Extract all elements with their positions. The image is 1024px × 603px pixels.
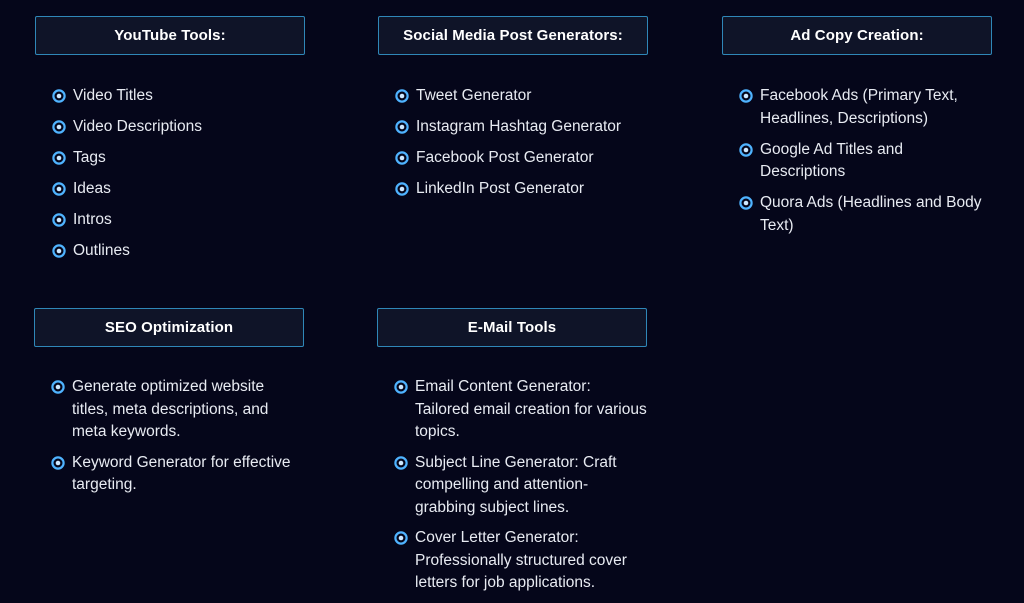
list-item [52,147,305,170]
tool-list [35,85,305,263]
list-item-text: Video Descriptions [73,118,202,135]
list-item-text: Google Ad Titles and Descriptions [760,140,904,180]
tool-list [722,85,992,237]
ring-dot-bullet-icon [51,380,65,394]
ring-dot-bullet-icon [52,89,66,103]
list-item [52,178,305,201]
list-item [394,452,647,520]
ring-dot-bullet-icon [52,213,66,227]
list-item [394,376,647,444]
list-item [51,452,304,497]
tool-list [34,376,304,497]
list-item-text: Generate optimized website titles, meta descriptions, and meta keywords. [72,378,269,440]
list-item [395,178,648,201]
ring-dot-bullet-icon [52,182,66,196]
tool-list [377,376,647,595]
ring-dot-bullet-icon [395,120,409,134]
list-item-text: Tweet Generator [416,87,532,104]
section-header: SEO Optimization [34,308,304,347]
ring-dot-bullet-icon [394,380,408,394]
list-item-text: Facebook Ads (Primary Text, Headlines, Descriptions) [760,87,958,127]
ring-dot-bullet-icon [394,531,408,545]
ring-dot-bullet-icon [51,456,65,470]
ring-dot-bullet-icon [52,120,66,134]
ring-dot-bullet-icon [739,89,753,103]
list-item-text: Outlines [73,242,130,259]
list-item [739,85,992,130]
list-item-text: Video Titles [73,87,153,104]
ring-dot-bullet-icon [395,151,409,165]
list-item-text: LinkedIn Post Generator [416,180,585,197]
ring-dot-bullet-icon [739,143,753,157]
section-header: YouTube Tools: [35,16,305,55]
list-item-text: Subject Line Generator: Craft compelling and attention-grabbing subject lines. [415,453,617,516]
list-item [395,147,648,170]
list-item-text: Ideas [73,180,111,197]
section-ad-copy-creation [722,16,992,246]
list-item [739,192,992,237]
list-item-text: Facebook Post Generator [416,149,594,166]
section-seo-optimization [34,308,304,505]
list-item [52,85,305,108]
section-header: E-Mail Tools [377,308,647,347]
list-item-text: Email Content Generator: Tailored email creation for various topics. [415,378,647,440]
list-item [394,527,647,595]
list-item-text: Cover Letter Generator: Professionally structured cover letters for job applications. [415,529,627,591]
list-item-text: Instagram Hashtag Generator [416,118,622,135]
list-item [395,85,648,108]
tool-list [378,85,648,201]
list-item [52,209,305,232]
list-item-text: Keyword Generator for effective targeting. [72,453,291,493]
section-email-tools [377,308,647,603]
ring-dot-bullet-icon [52,244,66,258]
ring-dot-bullet-icon [395,182,409,196]
section-youtube-tools [35,16,305,271]
list-item-text: Quora Ads (Headlines and Body Text) [760,194,982,234]
ring-dot-bullet-icon [52,151,66,165]
ring-dot-bullet-icon [395,89,409,103]
section-social-media-post-generators [378,16,648,209]
list-item [52,240,305,263]
list-item-text: Tags [73,149,106,166]
list-item [739,139,992,184]
list-item [51,376,304,444]
list-item-text: Intros [73,211,112,228]
ring-dot-bullet-icon [394,456,408,470]
section-header: Social Media Post Generators: [378,16,648,55]
section-header: Ad Copy Creation: [722,16,992,55]
ring-dot-bullet-icon [739,196,753,210]
list-item [395,116,648,139]
list-item [52,116,305,139]
